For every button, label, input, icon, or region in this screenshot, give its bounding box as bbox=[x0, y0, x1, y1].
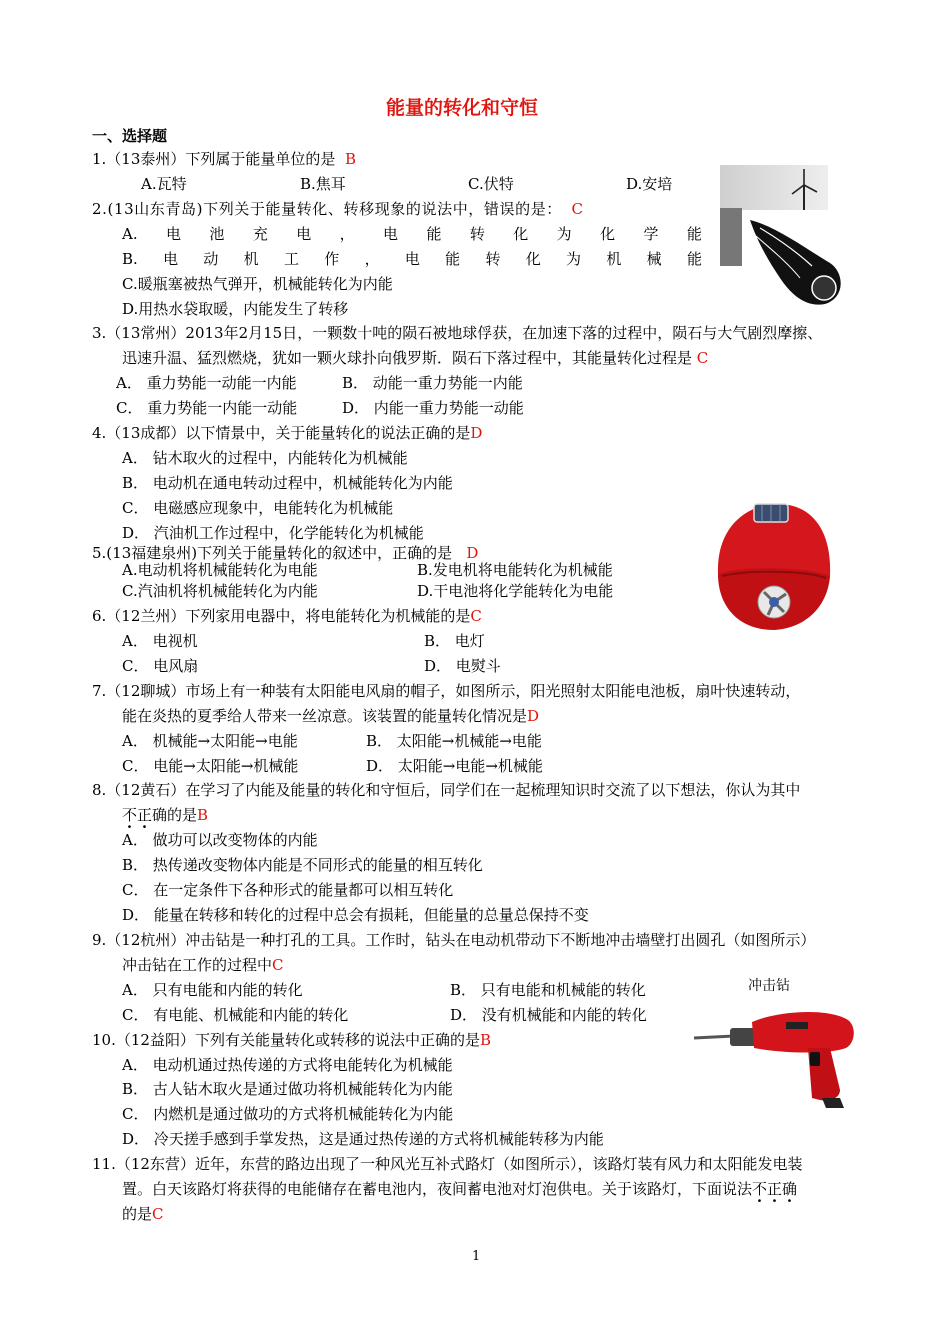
answer: B bbox=[479, 1031, 491, 1049]
question-10: 10.（12益阳）下列有关能量转化或转移的说法中正确的是B bbox=[92, 1031, 491, 1049]
answer: D bbox=[466, 544, 479, 562]
q5-option-b: B.发电机将电能转化为机械能 bbox=[417, 561, 613, 579]
impact-drill-image bbox=[690, 1002, 860, 1112]
page-number: 1 bbox=[472, 1249, 481, 1264]
answer: D bbox=[527, 707, 540, 725]
q8-option-c: C． 在一定条件下各种形式的能量都可以相互转化 bbox=[122, 881, 454, 899]
question-9-line1: 9.（12杭州）冲击钻是一种打孔的工具。工作时，钻头在电动机带动下不断地冲击墙壁打出圆孔（如图所示） bbox=[92, 931, 816, 949]
q1-option-b: B.焦耳 bbox=[300, 175, 346, 193]
q10-option-d: D． 冷天搓手感到手掌发热，这是通过热传递的方式将机械能转移为内能 bbox=[122, 1130, 604, 1148]
q4-option-c: C． 电磁感应现象中，电能转化为机械能 bbox=[122, 499, 394, 517]
q5-option-d: D.干电池将化学能转化为电能 bbox=[417, 582, 614, 600]
question-11-line3: 的是C bbox=[122, 1205, 164, 1223]
q7-option-a: A． 机械能→太阳能→电能 bbox=[122, 732, 298, 750]
q6-option-b: B． 电灯 bbox=[424, 632, 485, 650]
question-3-line1: 3.（13常州）2013年2月15日，一颗数十吨的陨石被地球俘获，在加速下落的过程中，陨石与大气剧烈摩擦、 bbox=[92, 324, 823, 342]
question-11-line2: 置。白天该路灯将获得的电能储存在蓄电池内，夜间蓄电池对灯泡供电。关于该路灯，下面说法不正确 bbox=[122, 1180, 798, 1198]
q4-option-a: A． 钻木取火的过程中，内能转化为机械能 bbox=[122, 449, 408, 467]
drill-caption: 冲击钻 bbox=[748, 978, 790, 994]
question-8-line1: 8.（12黄石）在学习了内能及能量的转化和守恒后，同学们在一起梳理知识时交流了以下想法，你认为其中 bbox=[92, 781, 801, 799]
q3-option-c: C． 重力势能一内能一动能 bbox=[116, 399, 298, 417]
answer: C bbox=[470, 607, 482, 625]
page-title: 能量的转化和守恒 bbox=[386, 97, 539, 119]
question-9-line2: 冲击钻在工作的过程中C bbox=[122, 956, 284, 974]
answer: B bbox=[344, 150, 356, 168]
q1-option-a: A.瓦特 bbox=[141, 175, 187, 193]
q3-option-a: A． 重力势能一动能一内能 bbox=[116, 374, 297, 392]
section-heading: 一、选择题 bbox=[92, 127, 168, 145]
q2-option-d: D.用热水袋取暖，内能发生了转移 bbox=[122, 300, 349, 318]
answer: C bbox=[571, 200, 583, 218]
q7-option-c: C． 电能→太阳能→机械能 bbox=[122, 757, 299, 775]
q6-option-a: A． 电视机 bbox=[122, 632, 198, 650]
answer: C bbox=[272, 956, 284, 974]
answer: B bbox=[197, 806, 209, 824]
q10-option-a: A． 电动机通过热传递的方式将电能转化为机械能 bbox=[122, 1056, 453, 1074]
question-4: 4.（13成都）以下情景中，关于能量转化的说法正确的是D bbox=[92, 424, 483, 442]
q6-option-c: C． 电风扇 bbox=[122, 657, 199, 675]
q3-option-d: D． 内能一重力势能一动能 bbox=[342, 399, 524, 417]
wind-turbine-image bbox=[720, 165, 828, 210]
question-2 bbox=[92, 200, 583, 218]
question-stem: 2.(13山东青岛)下列关于能量转化、转移现象的说法中，错误的是： bbox=[92, 200, 562, 218]
q9-option-a: A． 只有电能和内能的转化 bbox=[122, 981, 303, 999]
q9-option-c: C． 有电能、机械能和内能的转化 bbox=[122, 1006, 349, 1024]
question-7-line1: 7.（12聊城）市场上有一种装有太阳能电风扇的帽子，如图所示，阳光照射太阳能电池板，扇叶快速转动， bbox=[92, 682, 801, 700]
q4-option-b: B． 电动机在通电转动过程中，机械能转化为内能 bbox=[122, 474, 453, 492]
q2-option-c: C.暖瓶塞被热气弹开，机械能转化为内能 bbox=[122, 275, 393, 293]
q5-option-c: C.汽油机将机械能转化为内能 bbox=[122, 582, 318, 600]
q6-option-d: D． 电熨斗 bbox=[424, 657, 501, 675]
question-5: 5.(13福建泉州)下列关于能量转化的叙述中，正确的是 D bbox=[92, 544, 479, 562]
meteor-image bbox=[720, 208, 850, 310]
q3-option-b: B． 动能一重力势能一内能 bbox=[342, 374, 523, 392]
q7-option-b: B． 太阳能→机械能→电能 bbox=[366, 732, 542, 750]
question-1 bbox=[92, 150, 356, 168]
question-stem: 1.（13泰州）下列属于能量单位的是 bbox=[92, 150, 336, 168]
q10-option-c: C． 内燃机是通过做功的方式将机械能转化为内能 bbox=[122, 1105, 454, 1123]
q4-option-d: D． 汽油机工作过程中，化学能转化为机械能 bbox=[122, 524, 424, 542]
q2-option-b: B. 电 动 机 工 作 ， 电 能 转 化 为 机 械 能 bbox=[122, 250, 702, 268]
q8-option-d: D． 能量在转移和转化的过程中总会有损耗，但能量的总量总保持不变 bbox=[122, 906, 589, 924]
q2-option-a: A. 电 池 充 电 ， 电 能 转 化 为 化 学 能 bbox=[122, 225, 702, 243]
q10-option-b: B． 古人钻木取火是通过做功将机械能转化为内能 bbox=[122, 1080, 453, 1098]
question-7-line2: 能在炎热的夏季给人带来一丝凉意。该装置的能量转化情况是D bbox=[122, 707, 540, 725]
question-3-line2: 迅速升温、猛烈燃烧，犹如一颗火球扑向俄罗斯．陨石下落过程中，其能量转化过程是 C bbox=[122, 349, 709, 367]
question-11-line1: 11.（12东营）近年，东营的路边出现了一种风光互补式路灯（如图所示），该路灯装有风力和太阳能发电装 bbox=[92, 1155, 803, 1173]
q8-option-b: B． 热传递改变物体内能是不同形式的能量的相互转化 bbox=[122, 856, 483, 874]
answer: C bbox=[696, 349, 709, 367]
question-8-line2: 不正确的是B bbox=[122, 806, 209, 824]
q5-option-a: A.电动机将机械能转化为电能 bbox=[122, 561, 318, 579]
solar-fan-cap-image bbox=[708, 496, 836, 638]
q9-option-b: B． 只有电能和机械能的转化 bbox=[450, 981, 646, 999]
answer: C bbox=[152, 1205, 164, 1223]
question-6: 6.（12兰州）下列家用电器中，将电能转化为机械能的是C bbox=[92, 607, 482, 625]
q9-option-d: D． 没有机械能和内能的转化 bbox=[450, 1006, 647, 1024]
q1-option-d: D.安培 bbox=[626, 175, 673, 193]
q7-option-d: D． 太阳能→电能→机械能 bbox=[366, 757, 543, 775]
q8-option-a: A． 做功可以改变物体的内能 bbox=[122, 831, 318, 849]
answer: D bbox=[470, 424, 483, 442]
q1-option-c: C.伏特 bbox=[468, 175, 514, 193]
